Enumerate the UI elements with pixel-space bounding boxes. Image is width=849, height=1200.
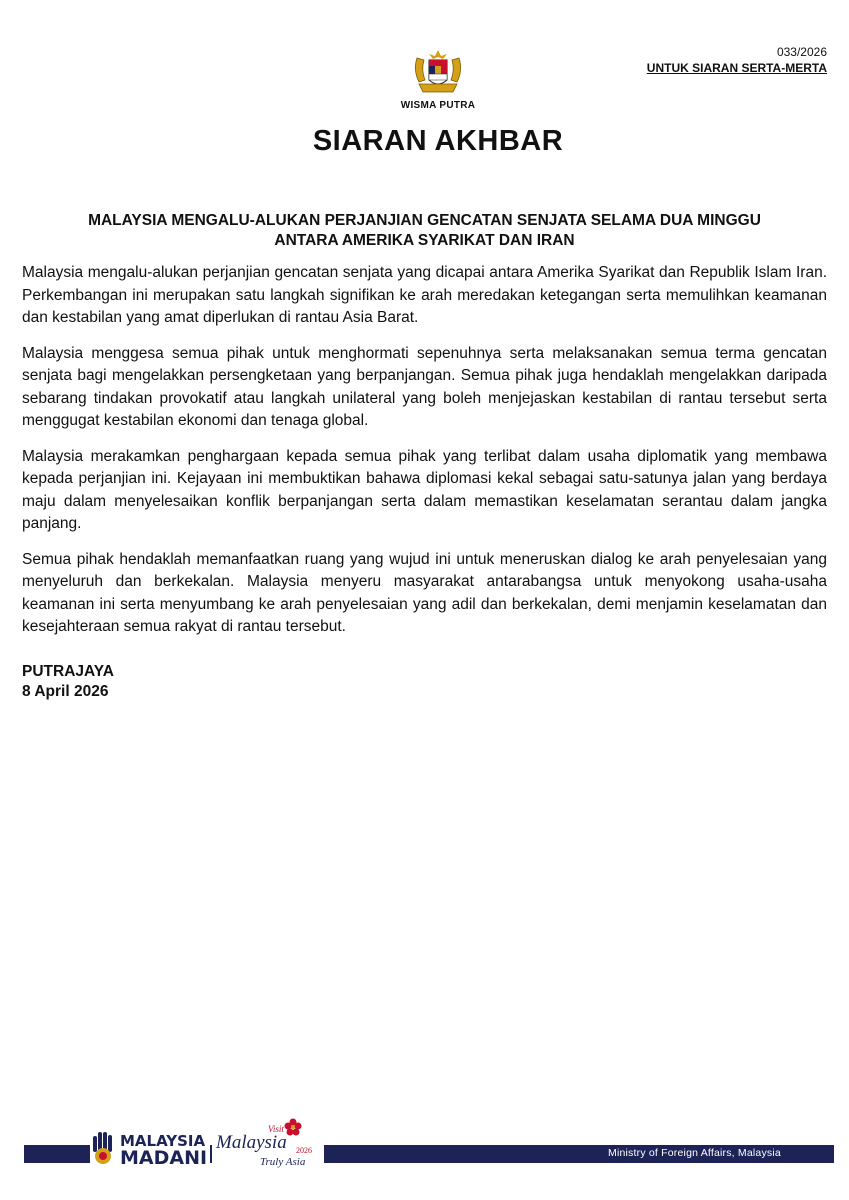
headline: [22, 211, 827, 251]
headline-line-2: ANTARA AMERIKA SYARIKAT DAN IRAN: [274, 232, 575, 249]
madani-hand-logo-icon: [90, 1130, 118, 1166]
document-type: SIARAN AKHBAR: [312, 125, 564, 157]
malaysia-coat-of-arms-icon: [407, 48, 469, 98]
body-text: [22, 262, 827, 652]
headline-line-1: MALAYSIA MENGALU-ALUKAN PERJANJIAN GENCATAN SENJATA SELAMA DUA MINGGU: [88, 212, 761, 229]
reference-block: [647, 44, 827, 76]
signoff: [22, 662, 114, 702]
visit-main-text: Malaysia: [216, 1132, 287, 1153]
footer-ministry-text: Ministry of Foreign Affairs, Malaysia: [608, 1147, 781, 1159]
visit-small-text: Visit: [268, 1124, 284, 1134]
reference-number: 033/2026: [776, 45, 827, 59]
madani-wordmark: [120, 1134, 207, 1168]
visit-tagline-text: Truly Asia: [260, 1156, 306, 1168]
paragraph-3: Malaysia merakamkan penghargaan kepada semua pihak yang terlibat dalam usaha diplomatik yang membawa kepada perjanjian ini. Kejayaan ini membuktikan bahawa diplomasi kekal sebagai satu-satunya jalan yang berdaya maju dalam menyelesaikan konflik berpanjangan serta dalam memastikan keselamatan serantau dalam jangka panjang.: [22, 447, 827, 532]
madani-line-2: MADANI: [120, 1147, 208, 1169]
masthead: [306, 46, 570, 162]
paragraph-1: Malaysia mengalu-alukan perjanjian gencatan senjata yang dicapai antara Amerika Syarikat dan Republik Islam Iran. Perkembangan ini merupakan satu langkah signifikan ke arah meredakan ketegangan serta memulihkan keamanan dan kestabilan yang amat diperlukan di rantau Asia Barat.: [22, 264, 827, 326]
madani-line-1: MALAYSIA: [120, 1132, 206, 1150]
visit-malaysia-logo: [212, 1118, 324, 1178]
release-instruction: UNTUK SIARAN SERTA-MERTA: [646, 61, 827, 75]
madani-logo: [90, 1130, 210, 1168]
paragraph-2: Malaysia menggesa semua pihak untuk menghormati sepenuhnya serta melaksanakan semua terma gencatan senjata bagi mengelakkan persengketaan yang berpanjangan. Semua pihak juga hendaklah mengelakkan daripada sebarang tindakan provokatif atau langkah unilateral yang boleh menjejaskan kestabilan di rantau tersebut serta menggugat kestabilan ekonomi dan tenaga global.: [22, 344, 827, 429]
signoff-place: PUTRAJAYA: [22, 663, 114, 680]
signoff-date: 8 April 2026: [22, 683, 109, 700]
paragraph-4: Semua pihak hendaklah memanfaatkan ruang yang wujud ini untuk meneruskan dialog ke arah penyelesaian yang menyeluruh dan berkekalan. Malaysia menyeru masyarakat antarabangsa untuk menyokong usaha-usaha keamanan ini serta menyumbang ke arah penyelesaian yang adil dan berkekalan, demi menjamin keselamatan dan kesejahteraan semua rakyat di rantau tersebut.: [22, 550, 827, 635]
ministry-name: WISMA PUTRA: [400, 100, 476, 111]
visit-year-text: 2026: [296, 1146, 312, 1155]
